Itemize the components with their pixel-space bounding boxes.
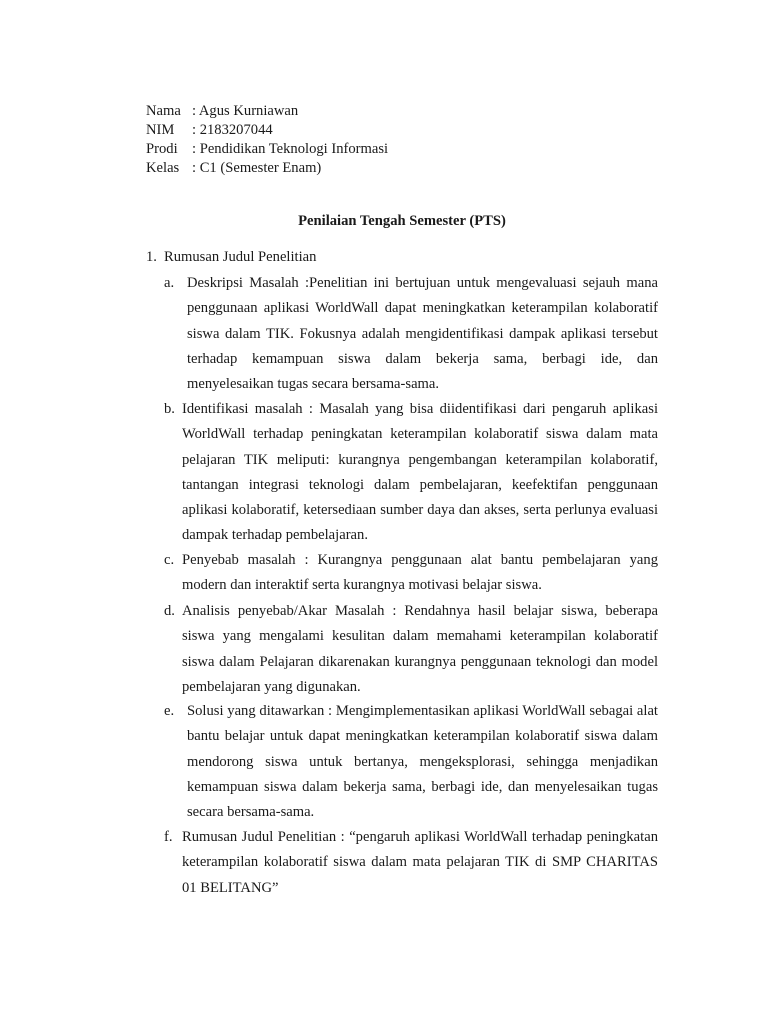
list-item-text: Rumusan Judul Penelitian : “pengaruh aplikasi WorldWall terhadap peningkatan keterampilan kolaboratif siswa dalam mata pelajaran TIK di SMP CHARITAS 01 BELITANG” <box>182 829 658 896</box>
list-item-b <box>164 397 658 549</box>
identity-value: : 2183207044 <box>192 122 273 138</box>
section-heading-text: Rumusan Judul Penelitian <box>164 249 317 265</box>
list-item-letter: b. <box>164 401 175 417</box>
identity-row-nama <box>146 102 388 121</box>
identity-row-nim <box>146 121 388 140</box>
list-item-letter: e. <box>164 703 175 719</box>
section-heading <box>146 248 316 267</box>
identity-row-prodi <box>146 140 388 159</box>
document-title: Penilaian Tengah Semester (PTS) <box>298 213 506 229</box>
list-item-text: Deskripsi Masalah :Penelitian ini bertujuan untuk mengevaluasi sejauh mana penggunaan aplikasi WorldWall dapat meningkatkan keterampilan kolaboratif siswa dalam TIK. Fokusnya adalah mengidentifikasi dampak aplikasi tersebut terhadap kemampuan siswa dalam bekerja sama, berbagi ide, dan menyelesaikan tugas secara bersama-sama. <box>187 275 658 393</box>
list-item-text: Analisis penyebab/Akar Masalah : Rendahnya hasil belajar siswa, beberapa siswa yang mengalami kesulitan dalam memahami keterampilan kolaboratif siswa dalam Pelajaran dikarenakan kurangnya penggunaan teknologi dan model pembelajaran yang digunakan. <box>182 603 658 695</box>
list-item-letter: c. <box>164 552 175 568</box>
list-item-f <box>164 825 658 901</box>
identity-label: Nama <box>146 103 181 119</box>
list-item-d <box>164 599 658 700</box>
identity-value: : Agus Kurniawan <box>192 103 299 119</box>
list-item-letter: a. <box>164 275 175 291</box>
identity-label: Kelas <box>146 160 180 176</box>
identity-label: Prodi <box>146 141 178 157</box>
identity-row-kelas <box>146 159 388 178</box>
list-item-letter: f. <box>164 829 173 845</box>
identity-value: : C1 (Semester Enam) <box>192 160 322 176</box>
list-item-text: Identifikasi masalah : Masalah yang bisa diidentifikasi dari pengaruh aplikasi WorldWall terhadap peningkatan keterampilan kolaboratif siswa dalam mata pelajaran TIK meliputi: kurangnya pengembangan keterampilan kolaboratif, tantangan integrasi teknologi dalam pembelajaran, keefektifan penggunaan aplikasi kolaboratif, ketersediaan sumber daya dan akses, serta perlunya evaluasi dampak terhadap pembelajaran. <box>182 401 658 544</box>
list-item-text: Solusi yang ditawarkan : Mengimplementasikan aplikasi WorldWall sebagai alat bantu belajar untuk dapat meningkatkan keterampilan kolaboratif siswa dalam mendorong siswa untuk bertanya, mengeksplorasi, sehingga menjadikan kemampuan siswa dalam bekerja sama, berbagi ide, dan menyelesaikan tugas secara bersama-sama. <box>187 703 658 821</box>
list-item-a <box>164 271 658 397</box>
list-item-text: Penyebab masalah : Kurangnya penggunaan alat bantu pembelajaran yang modern dan interaktif serta kurangnya motivasi belajar siswa. <box>182 552 658 594</box>
identity-label: NIM <box>146 122 175 138</box>
list-item-letter: d. <box>164 603 175 619</box>
section-number: 1. <box>146 249 157 265</box>
identity-value: : Pendidikan Teknologi Informasi <box>192 141 389 157</box>
student-identity-block <box>146 102 388 178</box>
list-item-e <box>164 699 658 825</box>
list-item-c <box>164 548 658 599</box>
